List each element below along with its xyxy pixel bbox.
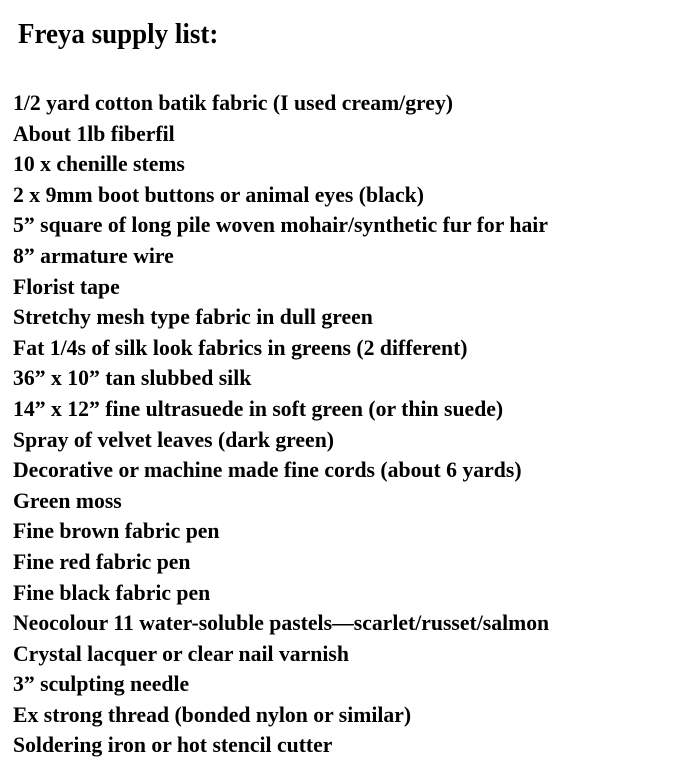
list-item: Fat 1/4s of silk look fabrics in greens (2 different) xyxy=(13,334,468,360)
list-item: Crystal lacquer or clear nail varnish xyxy=(13,640,349,666)
list-item: 5” square of long pile woven mohair/synthetic fur for hair xyxy=(13,212,548,238)
list-item: Ex strong thread (bonded nylon or similar) xyxy=(13,701,412,727)
list-item: Fine red fabric pen xyxy=(13,548,191,574)
list-item: Florist tape xyxy=(13,273,120,299)
list-item: Spray of velvet leaves (dark green) xyxy=(13,426,335,452)
list-item: 10 x chenille stems xyxy=(13,151,185,177)
list-item: 36” x 10” tan slubbed silk xyxy=(13,365,252,391)
page-title: Freya supply list: xyxy=(18,18,219,50)
list-item: 3” sculpting needle xyxy=(13,671,190,697)
list-item: Neocolour 11 water-soluble pastels—scarlet/russet/salmon xyxy=(13,610,550,636)
list-item: Stretchy mesh type fabric in dull green xyxy=(13,304,373,330)
list-item: About 1lb fiberfil xyxy=(13,120,175,146)
list-item: Decorative or machine made fine cords (about 6 yards) xyxy=(13,457,522,483)
list-item: 14” x 12” fine ultrasuede in soft green (or thin suede) xyxy=(13,395,504,421)
list-item: 8” armature wire xyxy=(13,242,174,268)
list-item: Soldering iron or hot stencil cutter xyxy=(13,732,333,758)
list-item: Fine brown fabric pen xyxy=(13,518,220,544)
supply-list xyxy=(13,88,569,761)
list-item: 2 x 9mm boot buttons or animal eyes (black) xyxy=(13,181,424,207)
list-item: Fine black fabric pen xyxy=(13,579,211,605)
list-item: 1/2 yard cotton batik fabric (I used cream/grey) xyxy=(13,90,454,115)
list-item: Green moss xyxy=(13,487,122,513)
